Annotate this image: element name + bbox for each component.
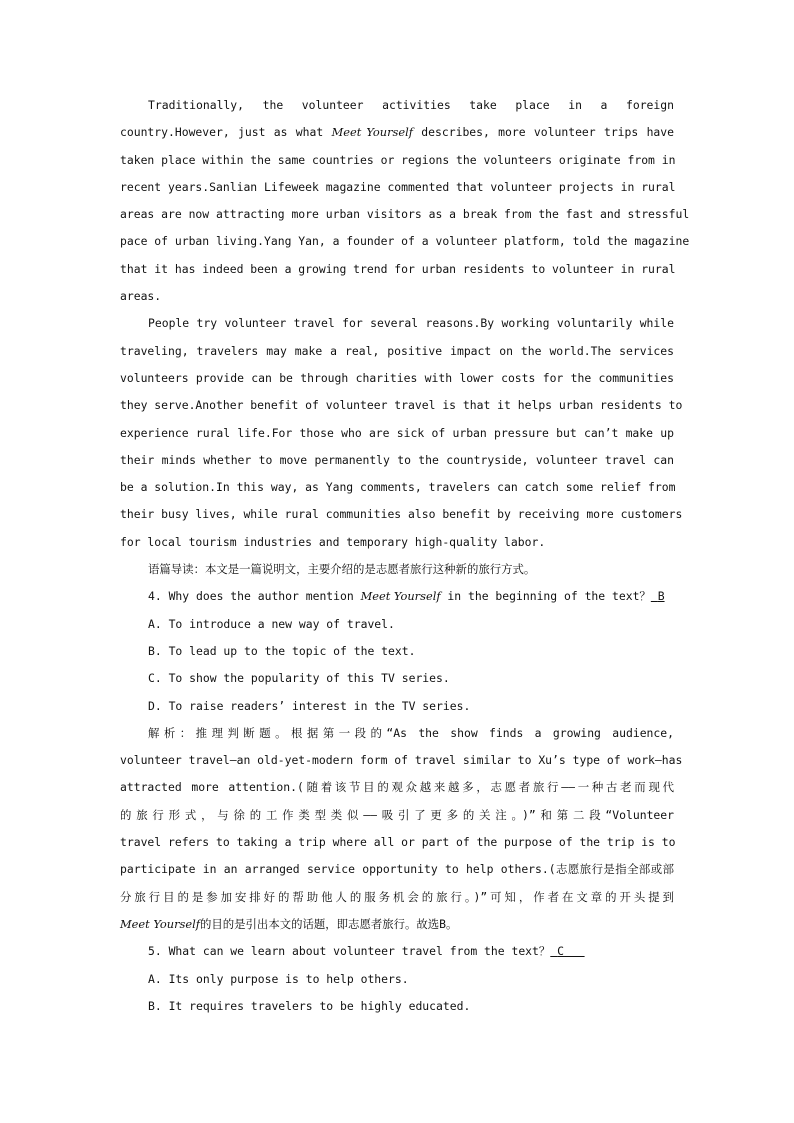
reading-guide: 语篇导读：本文是一篇说明文，主要介绍的是志愿者旅行这种新的旅行方式。 — [148, 562, 536, 577]
question-4-stem — [120, 583, 674, 610]
paragraph-1-line — [120, 119, 674, 146]
text-run: 分旅行目的是参加安排好的帮助他人的服务机会的旅行。)”可知，作者在文章的开头提到 — [120, 889, 674, 904]
text-run: attracted more attention.(随着该节目的观众越来越多，志愿者旅行——一种古老而现代 — [120, 780, 674, 795]
paragraph-2-line — [120, 420, 674, 447]
paragraph-2-line — [120, 474, 674, 501]
text-run: their minds whether to move permanently to the countryside, volunteer travel can — [120, 452, 674, 467]
question-4-stem-pre: 4. Why does the author mention — [148, 589, 361, 604]
text-run: experience rural life.For those who are sick of urban pressure but can’t make up — [120, 425, 674, 440]
paragraph-1 — [120, 92, 690, 310]
analysis-line — [120, 856, 674, 883]
question-5-answer: C — [557, 944, 565, 959]
text-run: taken place within the same countries or regions the volunteers originate from in — [120, 152, 676, 167]
text-run: they serve.Another benefit of volunteer travel is that it helps urban residents to — [120, 398, 683, 413]
analysis-line — [120, 802, 674, 829]
analysis-line — [120, 774, 674, 801]
text-run: volunteers provide can be through charities with lower costs for the communities — [120, 370, 674, 385]
text-run: 的目的是引出本文的话题，即志愿者旅行。故选B。 — [199, 916, 458, 931]
question-5-option-b: B. It requires travelers to be highly educated. — [148, 998, 471, 1013]
paragraph-1-line — [120, 174, 674, 201]
text-run: People try volunteer travel for several reasons.By working voluntarily while — [148, 316, 674, 331]
question-4-stem-post: in the beginning of the text？ — [440, 589, 651, 604]
italic-title: Meet Yourself — [331, 125, 413, 140]
question-5-stem-text: 5. What can we learn about volunteer travel from the text？ — [148, 944, 551, 959]
paragraph-2-line — [120, 365, 674, 392]
italic-title: Meet Yourself — [120, 916, 200, 931]
text-run: their busy lives, while rural communities also benefit by receiving more customers — [120, 507, 683, 522]
text-run: areas. — [120, 289, 162, 304]
text-run: 的旅行形式，与徐的工作类型类似——吸引了更多的关注。)”和第二段“Volunteer — [120, 807, 674, 822]
question-4-option-c: C. To show the popularity of this TV series. — [148, 671, 450, 686]
text-run: that it has indeed been a growing trend for urban residents to volunteer in rural — [120, 261, 676, 276]
text-run: travel refers to taking a trip where all or part of the purpose of the trip is to — [120, 835, 676, 850]
question-5-stem — [120, 938, 674, 965]
text-run: pace of urban living.Yang Yan, a founder of a volunteer platform, told the magazine — [120, 234, 690, 249]
text-run: traveling, travelers may make a real, positive impact on the world.The services — [120, 343, 674, 358]
question-4-answer: B — [657, 589, 665, 604]
text-run: participate in an arranged service opportunity to help others.(志愿旅行是指全部或部 — [120, 862, 674, 877]
text-run: describes, more volunteer trips have — [412, 125, 674, 140]
paragraph-2-line — [120, 310, 674, 337]
question-5-option-a: A. Its only purpose is to help others. — [148, 971, 409, 986]
paragraph-1-line — [120, 92, 674, 119]
text-run: recent years.Sanlian Lifeweek magazine commented that volunteer projects in rural — [120, 179, 676, 194]
paragraph-1-line — [120, 147, 674, 174]
question-4-option-b: B. To lead up to the topic of the text. — [148, 643, 416, 658]
analysis-block — [120, 720, 683, 938]
text-run: be a solution.In this way, as Yang comments, travelers can catch some relief from — [120, 480, 676, 495]
paragraph-2-line — [120, 501, 683, 528]
paragraph-1-line — [120, 256, 674, 283]
analysis-line — [120, 747, 683, 774]
analysis-line — [120, 884, 674, 911]
text-run: volunteer travel—an old-yet-modern form of travel similar to Xu’s type of work—has — [120, 753, 683, 768]
analysis-line — [120, 829, 674, 856]
paragraph-1-line — [120, 228, 690, 255]
paragraph-2-line — [120, 392, 683, 419]
paragraph-1-line — [120, 201, 690, 228]
question-4-option-a: A. To introduce a new way of travel. — [148, 616, 395, 631]
document-page — [120, 92, 690, 1020]
question-4-option-d: D. To raise readers’ interest in the TV series. — [148, 698, 471, 713]
text-run: for local tourism industries and temporary high-quality labor. — [120, 534, 546, 549]
analysis-line — [120, 911, 674, 938]
analysis-line — [120, 720, 674, 747]
paragraph-2-line — [120, 529, 674, 556]
text-run: Traditionally, the volunteer activities take place in a foreign — [148, 98, 674, 112]
paragraph-1-line — [120, 283, 674, 310]
paragraph-2 — [120, 310, 683, 556]
paragraph-2-line — [120, 338, 674, 365]
text-run: country.However, just as what — [120, 125, 332, 140]
paragraph-2-line — [120, 447, 674, 474]
question-4-stem-title: Meet Yourself — [360, 589, 441, 604]
text-run: areas are now attracting more urban visitors as a break from the fast and stressful — [120, 207, 690, 222]
text-run: 解析：推理判断题。根据第一段的“As the show finds a growing audience, — [148, 725, 674, 740]
